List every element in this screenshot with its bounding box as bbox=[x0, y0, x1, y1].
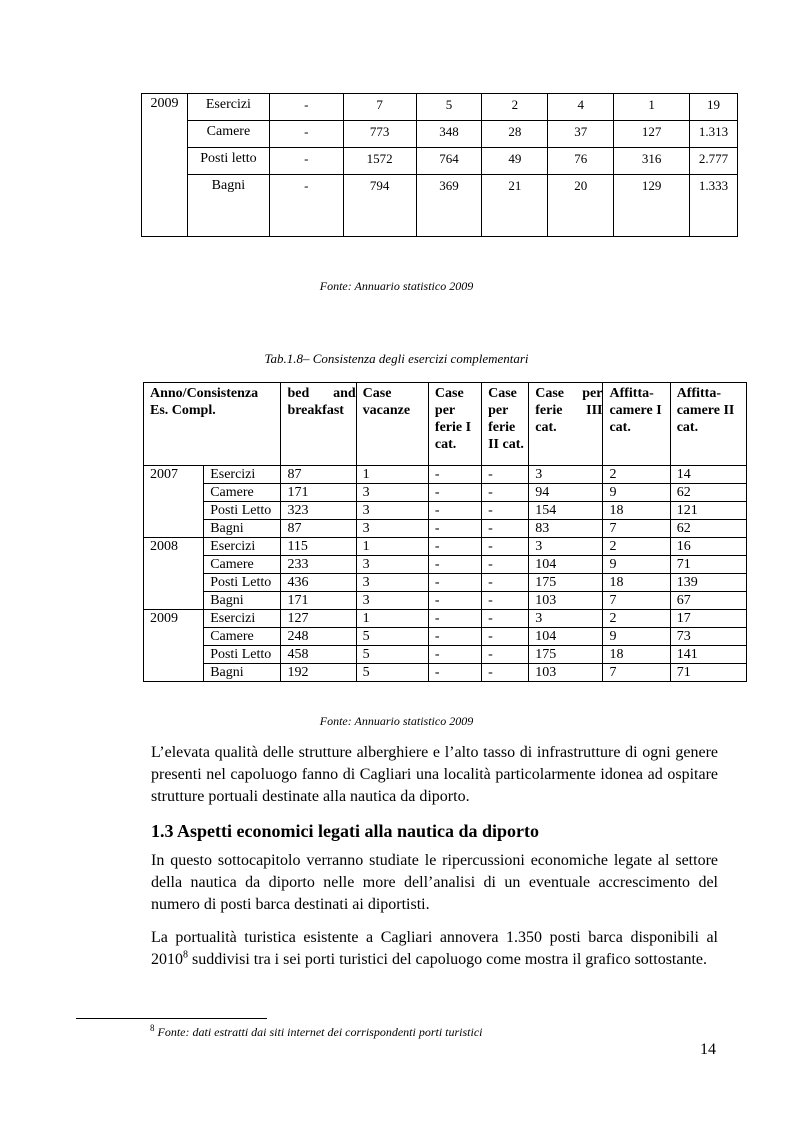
table-cell: 7 bbox=[603, 592, 670, 610]
row-label: Posti Letto bbox=[204, 646, 281, 664]
table-row bbox=[144, 664, 747, 682]
table-cell: - bbox=[428, 592, 481, 610]
table-cell: 76 bbox=[548, 148, 614, 175]
footnote-text: : dati estratti dai siti internet dei corrispondenti porti turistici bbox=[185, 1025, 483, 1039]
table-cell: - bbox=[482, 574, 529, 592]
table-cell: 127 bbox=[281, 610, 356, 628]
section-heading: 1.3 Aspetti economici legati alla nautica da diporto bbox=[151, 821, 539, 841]
table-cell: 3 bbox=[356, 574, 428, 592]
table-cell: 103 bbox=[529, 592, 603, 610]
row-label: Bagni bbox=[204, 520, 281, 538]
table-cell: 9 bbox=[603, 484, 670, 502]
table-cell: 316 bbox=[614, 148, 690, 175]
page-number: 14 bbox=[700, 1041, 716, 1058]
column-header: Case per ferie III cat. bbox=[529, 383, 603, 466]
column-header: bed and breakfast bbox=[281, 383, 356, 466]
year-cell: 2008 bbox=[144, 538, 204, 610]
table-row bbox=[144, 610, 747, 628]
table-row bbox=[144, 574, 747, 592]
row-label: Esercizi bbox=[204, 610, 281, 628]
paragraph-text: suddivisi tra i sei porti turistici del capoluogo come mostra il grafico sottostante. bbox=[188, 951, 708, 968]
table-cell: 773 bbox=[343, 121, 416, 148]
footnote-reference: 8 bbox=[183, 949, 188, 961]
table-cell: 5 bbox=[416, 94, 482, 121]
table-cell: 71 bbox=[670, 556, 746, 574]
table-cell: - bbox=[428, 538, 481, 556]
year-cell: 2007 bbox=[144, 466, 204, 538]
table-cell: - bbox=[428, 646, 481, 664]
table-cell: 3 bbox=[529, 466, 603, 484]
table-cell: 18 bbox=[603, 646, 670, 664]
row-label: Posti Letto bbox=[204, 502, 281, 520]
table-cell: 87 bbox=[281, 466, 356, 484]
header-year-consistency bbox=[144, 383, 281, 466]
table-cell: 436 bbox=[281, 574, 356, 592]
table-cell: 233 bbox=[281, 556, 356, 574]
table-cell: - bbox=[482, 628, 529, 646]
table-cell: 175 bbox=[529, 574, 603, 592]
table-cell: 2.777 bbox=[689, 148, 737, 175]
table-row bbox=[144, 484, 747, 502]
table-cell: - bbox=[482, 484, 529, 502]
table-cell: 9 bbox=[603, 628, 670, 646]
table-cell: - bbox=[428, 502, 481, 520]
table-cell: 19 bbox=[689, 94, 737, 121]
footnote bbox=[150, 1025, 483, 1040]
table-cell: 139 bbox=[670, 574, 746, 592]
table-cell: 171 bbox=[281, 592, 356, 610]
table-cell: 248 bbox=[281, 628, 356, 646]
row-label: Posti Letto bbox=[204, 574, 281, 592]
table-cell: - bbox=[428, 574, 481, 592]
row-label: Camere bbox=[204, 628, 281, 646]
table-cell: 4 bbox=[548, 94, 614, 121]
table-cell: 37 bbox=[548, 121, 614, 148]
table-cell: 458 bbox=[281, 646, 356, 664]
table-cell: - bbox=[428, 466, 481, 484]
table-cell: 49 bbox=[482, 148, 548, 175]
table-cell: 1.333 bbox=[689, 175, 737, 237]
table-row bbox=[144, 502, 747, 520]
table-cell: 20 bbox=[548, 175, 614, 237]
table-cell: 7 bbox=[343, 94, 416, 121]
table-row bbox=[142, 121, 738, 148]
table-cell: 141 bbox=[670, 646, 746, 664]
table-row bbox=[144, 466, 747, 484]
table-cell: 17 bbox=[670, 610, 746, 628]
table-cell: 1 bbox=[356, 610, 428, 628]
footnote-number: 8 bbox=[150, 1023, 155, 1033]
column-header: Case vacanze bbox=[356, 383, 428, 466]
table-cell: 62 bbox=[670, 484, 746, 502]
table-row bbox=[144, 592, 747, 610]
table-cell: 2 bbox=[603, 610, 670, 628]
table-cell: 3 bbox=[529, 538, 603, 556]
table-title: Tab.1.8– Consistenza degli esercizi complementari bbox=[264, 351, 529, 366]
table-source-caption: Fonte: Annuario statistico 2009 bbox=[319, 714, 474, 728]
table-cell: 154 bbox=[529, 502, 603, 520]
table-cell: 1572 bbox=[343, 148, 416, 175]
table-cell: - bbox=[428, 520, 481, 538]
table-cell: 2 bbox=[603, 538, 670, 556]
footnote-label: Fonte bbox=[157, 1025, 186, 1039]
table-row bbox=[144, 556, 747, 574]
consistency-table-continuation bbox=[141, 93, 738, 237]
table-cell: 3 bbox=[356, 502, 428, 520]
table-cell: 5 bbox=[356, 628, 428, 646]
table-cell: 369 bbox=[416, 175, 482, 237]
table-cell: 3 bbox=[529, 610, 603, 628]
table-cell: 348 bbox=[416, 121, 482, 148]
table-cell: 7 bbox=[603, 664, 670, 682]
body-paragraph: L’elevata qualità delle strutture alberghiere e l’alto tasso di infrastrutture di ogni genere presenti nel capoluogo fanno di Cagliari una località particolarmente idonea ad ospitare strutture portuali destinate alla nautica da diporto. bbox=[151, 744, 718, 805]
table-cell: 71 bbox=[670, 664, 746, 682]
table-cell: - bbox=[269, 175, 343, 237]
table-cell: - bbox=[428, 664, 481, 682]
table-cell: 103 bbox=[529, 664, 603, 682]
table-row bbox=[144, 646, 747, 664]
table-cell: - bbox=[269, 121, 343, 148]
table-source-caption: Fonte: Annuario statistico 2009 bbox=[319, 279, 474, 293]
table-cell: - bbox=[482, 664, 529, 682]
column-header: Affitta-camere I cat. bbox=[603, 383, 670, 466]
table-cell: - bbox=[482, 646, 529, 664]
table-cell: - bbox=[482, 466, 529, 484]
table-cell: 83 bbox=[529, 520, 603, 538]
row-label: Esercizi bbox=[187, 94, 269, 121]
complementary-establishments-table bbox=[143, 382, 747, 682]
row-label: Esercizi bbox=[204, 538, 281, 556]
table-cell: 28 bbox=[482, 121, 548, 148]
table-cell: 14 bbox=[670, 466, 746, 484]
table-cell: 7 bbox=[603, 520, 670, 538]
table-cell: 73 bbox=[670, 628, 746, 646]
table-row bbox=[144, 628, 747, 646]
table-cell: - bbox=[482, 556, 529, 574]
row-label: Posti letto bbox=[187, 148, 269, 175]
row-label: Camere bbox=[204, 556, 281, 574]
year-cell: 2009 bbox=[142, 94, 188, 237]
row-label: Camere bbox=[187, 121, 269, 148]
table-cell: 3 bbox=[356, 556, 428, 574]
table-cell: - bbox=[482, 610, 529, 628]
row-label: Camere bbox=[204, 484, 281, 502]
table-cell: 2 bbox=[603, 466, 670, 484]
column-header: Case per ferie II cat. bbox=[482, 383, 529, 466]
year-cell: 2009 bbox=[144, 610, 204, 682]
table-cell: 94 bbox=[529, 484, 603, 502]
row-label: Bagni bbox=[204, 664, 281, 682]
table-cell: - bbox=[482, 520, 529, 538]
table-cell: - bbox=[482, 502, 529, 520]
table-cell: 192 bbox=[281, 664, 356, 682]
table-cell: 115 bbox=[281, 538, 356, 556]
table-row bbox=[142, 94, 738, 121]
table-cell: 104 bbox=[529, 628, 603, 646]
table-cell: 1 bbox=[356, 466, 428, 484]
row-label: Bagni bbox=[187, 175, 269, 237]
table-cell: 5 bbox=[356, 664, 428, 682]
table-cell: 5 bbox=[356, 646, 428, 664]
table-cell: 18 bbox=[603, 574, 670, 592]
table-cell: - bbox=[428, 484, 481, 502]
table-cell: 21 bbox=[482, 175, 548, 237]
table-cell: - bbox=[428, 556, 481, 574]
table-row bbox=[144, 538, 747, 556]
table-cell: 3 bbox=[356, 484, 428, 502]
table-cell: - bbox=[269, 148, 343, 175]
table-cell: 794 bbox=[343, 175, 416, 237]
table-cell: 1.313 bbox=[689, 121, 737, 148]
body-paragraph: In questo sottocapitolo verranno studiate le ripercussioni economiche legate al settore della nautica da diporto nelle more dell’analisi di un eventuale accrescimento del numero di posti barca destinati ai diportisti. bbox=[151, 852, 718, 913]
table-cell: 175 bbox=[529, 646, 603, 664]
body-paragraph bbox=[151, 927, 718, 971]
table-cell: 18 bbox=[603, 502, 670, 520]
row-label: Bagni bbox=[204, 592, 281, 610]
table-cell: 9 bbox=[603, 556, 670, 574]
table-cell: 764 bbox=[416, 148, 482, 175]
table-cell: 67 bbox=[670, 592, 746, 610]
row-label: Esercizi bbox=[204, 466, 281, 484]
table-cell: 1 bbox=[614, 94, 690, 121]
table-cell: - bbox=[428, 610, 481, 628]
table-cell: 323 bbox=[281, 502, 356, 520]
paragraph-text: La portualità turistica esistente a Cagliari annovera 1.350 posti barca disponibili al 2010 bbox=[151, 929, 718, 968]
table-cell: 121 bbox=[670, 502, 746, 520]
table-cell: - bbox=[428, 628, 481, 646]
column-header: Affitta-camere II cat. bbox=[670, 383, 746, 466]
column-header: Case per ferie I cat. bbox=[428, 383, 481, 466]
header-line: Es. Compl. bbox=[150, 403, 216, 418]
table-cell: 62 bbox=[670, 520, 746, 538]
table-cell: 3 bbox=[356, 520, 428, 538]
table-cell: 16 bbox=[670, 538, 746, 556]
table-row bbox=[144, 520, 747, 538]
table-row bbox=[142, 148, 738, 175]
table-cell: 2 bbox=[482, 94, 548, 121]
table-header-row bbox=[144, 383, 747, 466]
table-cell: 171 bbox=[281, 484, 356, 502]
table-cell: 87 bbox=[281, 520, 356, 538]
footnote-divider bbox=[76, 1018, 267, 1019]
table-cell: - bbox=[482, 592, 529, 610]
table-cell: 1 bbox=[356, 538, 428, 556]
table-cell: - bbox=[269, 94, 343, 121]
table-cell: 127 bbox=[614, 121, 690, 148]
header-line: Anno/Consistenza bbox=[150, 386, 259, 401]
table-cell: - bbox=[482, 538, 529, 556]
table-cell: 129 bbox=[614, 175, 690, 237]
table-cell: 3 bbox=[356, 592, 428, 610]
table-row bbox=[142, 175, 738, 237]
table-cell: 104 bbox=[529, 556, 603, 574]
